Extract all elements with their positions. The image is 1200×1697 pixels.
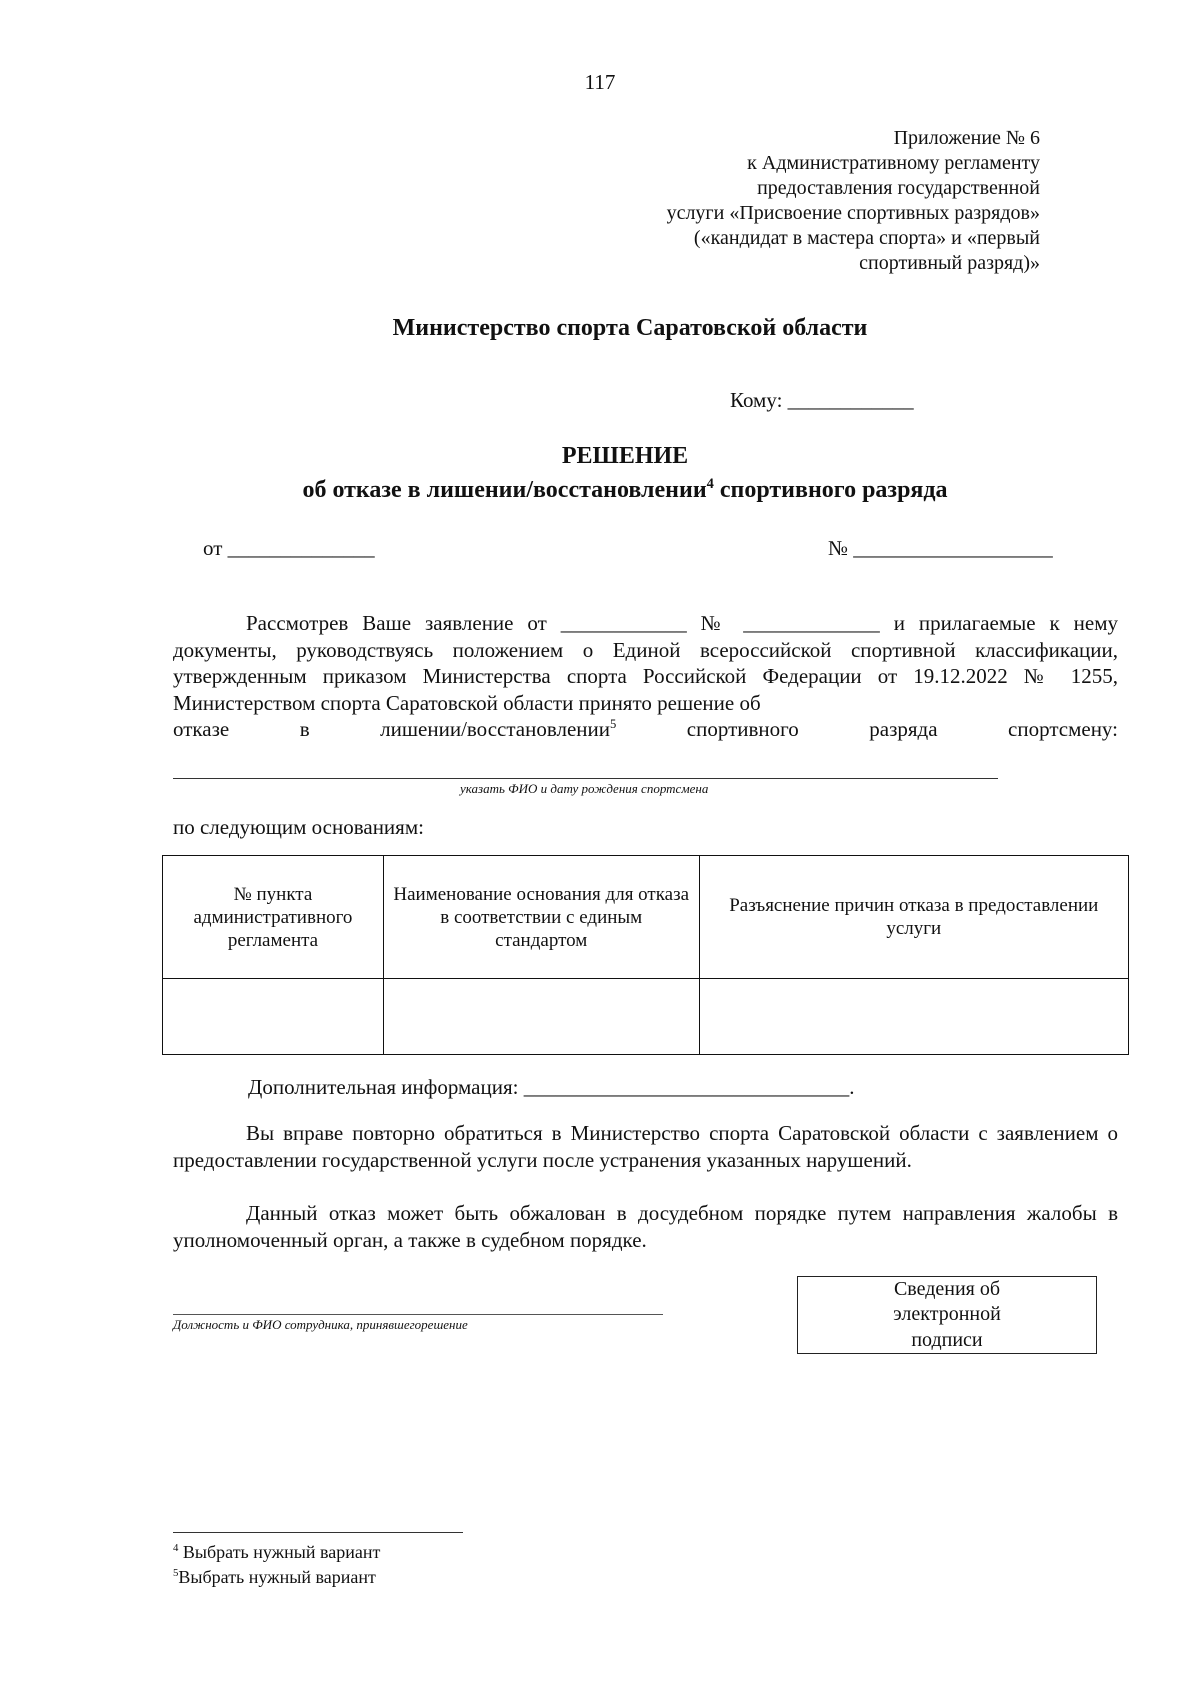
header-cell-ground: Наименование основания для отказа в соответствии с единым стандартом	[383, 856, 699, 979]
esign-label: Сведения об электронной подписи	[893, 1277, 1001, 1351]
bases-label: по следующим основаниям:	[173, 815, 424, 839]
header-cell-clause: № пункта административного регламента	[163, 856, 384, 979]
additional-info: Дополнительная информация: _______________________________.	[248, 1075, 855, 1099]
body-paragraph-3: Данный отказ может быть обжалован в досудебном порядке путем направления жалобы в уполномоченный орган, а также в судебном порядке.	[173, 1201, 1118, 1252]
date-line: от ______________	[203, 536, 375, 560]
appendix-header	[667, 126, 1040, 276]
table-row	[163, 979, 1129, 1055]
last-line-text-end: спортивного разряда спортсмену:	[616, 717, 1118, 741]
table-cell	[163, 979, 384, 1055]
body-paragraph-1: Рассмотрев Ваше заявление от ____________ № _____________ и прилагаемые к нему документы, руководствуясь положением о Единой всероссийской спортивной классификации, утвержденным приказом Министерства спорта Российской Федерации от 19.12.2022 № 1255, Министерством спорта Саратовской области принято решение об	[173, 611, 1118, 715]
footnote-mark: 4	[173, 1542, 179, 1554]
table-cell	[699, 979, 1128, 1055]
appendix-line: услуги «Присвоение спортивных разрядов»	[666, 202, 1040, 224]
signature-hint: Должность и ФИО сотрудника, принявшегорешение	[173, 1317, 468, 1332]
appendix-line: («кандидат в мастера спорта» и «первый	[693, 227, 1040, 249]
header-cell-explanation: Разъяснение причин отказа в предоставлении услуги	[699, 856, 1128, 979]
footnote-ref: 5	[610, 717, 617, 731]
decision-subtitle	[0, 477, 1200, 504]
table-cell	[383, 979, 699, 1055]
page-number: 117	[584, 70, 616, 94]
footnote-5	[173, 1567, 376, 1588]
last-line-text: отказе в лишении/восстановлении	[173, 717, 610, 741]
recipient-line: Кому: ____________	[730, 388, 914, 412]
footnote-mark: 5	[173, 1567, 179, 1579]
appendix-line: спортивный разряд)»	[859, 252, 1040, 274]
reasons-table	[162, 855, 1129, 1055]
body-paragraph-1-last-line	[173, 716, 1118, 743]
decision-title: РЕШЕНИЕ	[561, 443, 689, 469]
table-header-row	[163, 856, 1129, 979]
body-paragraph-2: Вы вправе повторно обратиться в Министерство спорта Саратовской области с заявлением о предоставлении государственной услуги после устранения указанных нарушений.	[173, 1121, 1118, 1172]
footnote-4	[173, 1542, 380, 1563]
appendix-line: Приложение № 6	[893, 127, 1040, 149]
footnote-separator	[173, 1532, 463, 1533]
appendix-line: к Административному регламенту	[747, 152, 1040, 174]
number-line: № ___________________	[828, 536, 1053, 560]
footnote-ref: 4	[706, 476, 714, 492]
subtitle-text: об отказе в лишении/восстановлении	[302, 477, 707, 503]
subtitle-text-end: спортивного разряда	[713, 477, 948, 503]
fio-underline	[173, 778, 998, 779]
signature-underline	[173, 1314, 663, 1315]
footnote-text: Выбрать нужный вариант	[178, 1567, 376, 1587]
fio-hint: указать ФИО и дату рождения спортсмена	[460, 781, 709, 796]
ministry-title: Министерство спорта Саратовской области	[392, 315, 868, 341]
appendix-line: предоставления государственной	[757, 177, 1040, 199]
footnote-text: Выбрать нужный вариант	[178, 1542, 381, 1562]
electronic-signature-box	[797, 1276, 1097, 1354]
